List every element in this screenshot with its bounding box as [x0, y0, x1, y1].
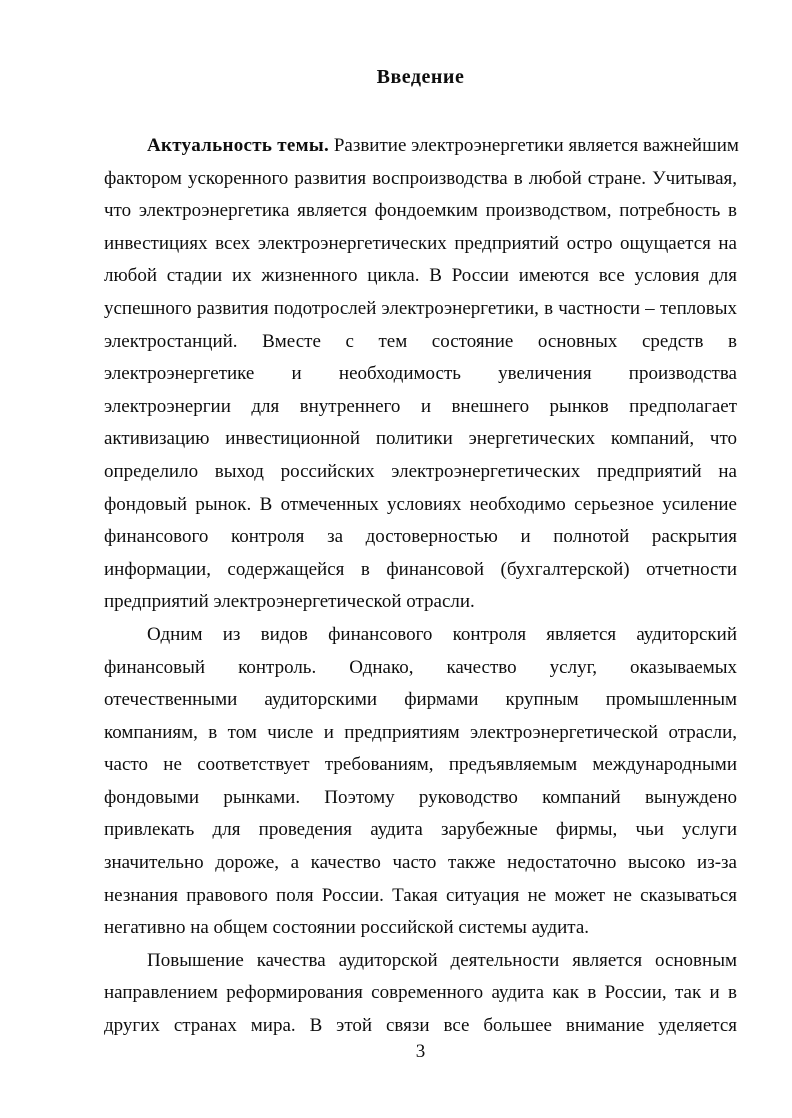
text-line: успешного развития подотрослей электроэнергетики, в частности – тепловых [104, 297, 737, 319]
text-line: фактором ускоренного развития воспроизводства в любой стране. Учитывая, [104, 167, 737, 189]
text-line: незнания правового поля России. Такая ситуация не может не сказываться [104, 884, 737, 906]
text-line: предприятий электроэнергетической отрасли. [104, 591, 475, 613]
paragraph-lead-bold: Актуальность темы. [147, 135, 330, 156]
text-line: определило выход российских электроэнергетических предприятий на [104, 460, 737, 482]
text-line: привлекать для проведения аудита зарубежные фирмы, чьи услуги [104, 819, 737, 841]
text-line: финансовый контроль. Однако, качество услуг, оказываемых [104, 656, 737, 678]
text-line: отечественными аудиторскими фирмами крупным промышленным [104, 689, 737, 711]
paragraph [104, 619, 737, 945]
text-line: других странах мира. В этой связи все большее внимание уделяется [104, 1015, 737, 1037]
text-line: информации, содержащейся в финансовой (бухгалтерской) отчетности [104, 558, 737, 580]
text-line: направлением реформирования современного аудита как в России, так и в [104, 982, 737, 1004]
text-line: часто не соответствует требованиям, предъявляемым международными [104, 754, 737, 776]
paragraph [104, 945, 737, 1043]
document-body [104, 130, 737, 1043]
text-line: фондовыми рынками. Поэтому руководство компаний вынуждено [104, 786, 737, 808]
text-line: что электроэнергетика является фондоемким производством, потребность в [104, 200, 737, 222]
text-line: электроэнергетике и необходимость увеличения производства [104, 363, 737, 385]
text-line: негативно на общем состоянии российской системы аудита. [104, 917, 590, 939]
page-title: Введение [376, 66, 465, 88]
text-line: электроэнергии для внутреннего и внешнего рынков предполагает [104, 395, 737, 417]
paragraph [104, 130, 737, 619]
text-line: компаниям, в том числе и предприятиям электроэнергетической отрасли, [104, 721, 737, 743]
text-line: значительно дороже, а качество часто также недостаточно высоко из-за [104, 852, 737, 874]
page-number: 3 [415, 1041, 426, 1062]
text-line: любой стадии их жизненного цикла. В России имеются все условия для [104, 265, 737, 287]
text-line: Одним из видов финансового контроля является аудиторский [147, 623, 737, 645]
text-line: Повышение качества аудиторской деятельности является основным [147, 949, 737, 971]
text-line: Актуальность темы. Развитие электроэнергетики является важнейшим [147, 135, 739, 156]
text-line: финансового контроля за достоверностью и полнотой раскрытия [104, 526, 737, 548]
text-line: электростанций. Вместе с тем состояние основных средств в [104, 330, 737, 352]
text-line: фондовый рынок. В отмеченных условиях необходимо серьезное усиление [104, 493, 737, 515]
text-line: инвестициях всех электроэнергетических предприятий остро ощущается на [104, 232, 737, 254]
text-line: активизацию инвестиционной политики энергетических компаний, что [104, 428, 737, 450]
